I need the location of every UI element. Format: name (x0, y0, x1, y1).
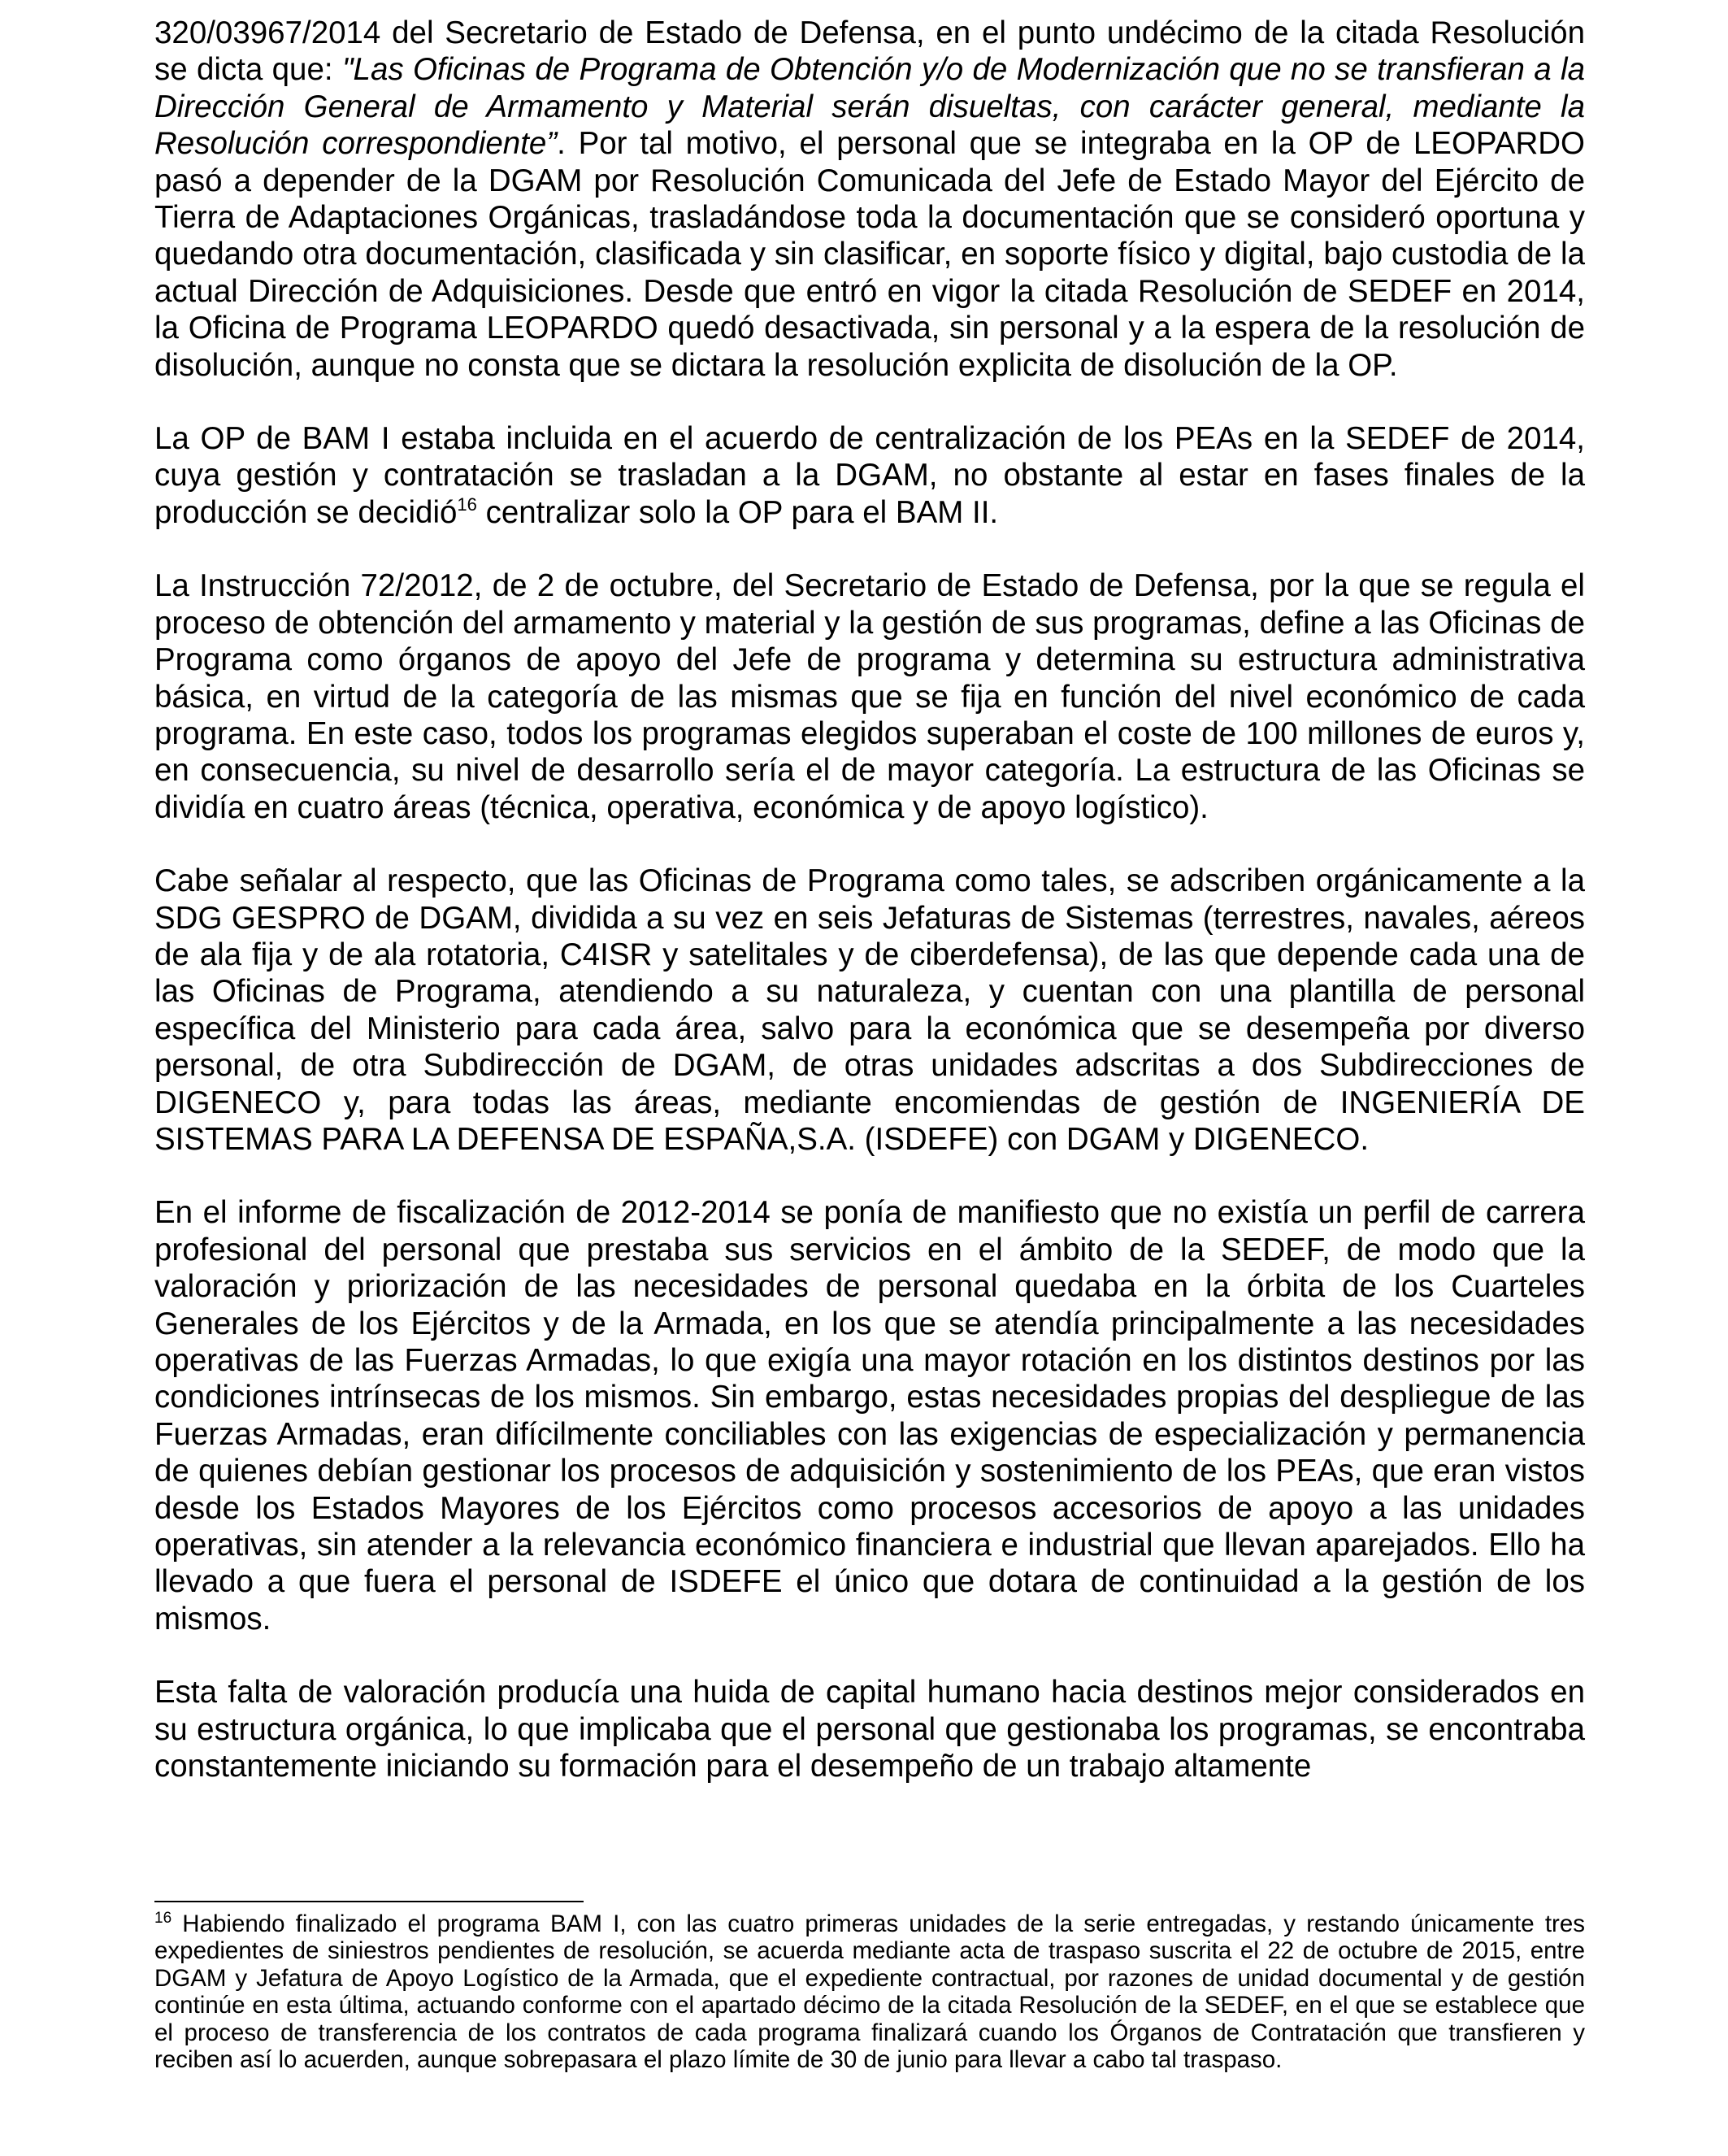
paragraph-text: Esta falta de valoración producía una huida de capital humano hacia destinos mejor considerados en su estructura orgánica, lo que implicaba que el personal que gestionaba los programas, se encontraba constantemente iniciando su formación para el desempeño de un trabajo altamente (154, 1675, 1585, 1784)
paragraph-informe-fiscalizacion (154, 1194, 1585, 1637)
paragraph-text: Cabe señalar al respecto, que las Oficinas de Programa como tales, se adscriben orgánicamente a la SDG GESPRO de DGAM, dividida a su vez en seis Jefaturas de Sistemas (terrestres, navales, aéreos de ala fija y de ala rotatoria, C4ISR y satelitales y de ciberdefensa), de las que depende cada una de las Oficinas de Programa, atendiendo a su naturaleza, y cuentan con una plantilla de personal específica del Ministerio para cada área, salvo para la económica que se desempeña por diverso personal, de otra Subdirección de DGAM, de otras unidades adscritas a dos Subdirecciones de DIGENECO y, para todas las áreas, mediante encomiendas de gestión de INGENIERÍA DE SISTEMAS PARA LA DEFENSA DE ESPAÑA,S.A. (ISDEFE) con DGAM y DIGENECO. (154, 863, 1585, 1157)
footnotes-section (154, 1910, 1585, 2073)
footnote-16 (154, 1910, 1585, 2073)
paragraph-instruccion-72-2012 (154, 567, 1585, 826)
paragraph-text: La OP de BAM I estaba incluida en el acuerdo de centralización de los PEAs en la SEDEF de 2014, cuya gestión y contratación se trasladan a la DGAM, no obstante al estar en fases finales de la producción se decidió (154, 421, 1585, 530)
footnote-text: Habiendo finalizado el programa BAM I, con las cuatro primeras unidades de la serie entregadas, y restando únicamente tres expedientes de siniestros pendientes de resolución, se acuerda mediante acta de traspaso suscrita el 22 de octubre de 2015, entre DGAM y Jefatura de Apoyo Logístico de la Armada, que el expediente contractual, por razones de unidad documental y de gestión continúe en esta última, actuando conforme con el apartado décimo de la citada Resolución de la SEDEF, en el que se establece que el proceso de transferencia de los contratos de cada programa finalizará cuando los Órganos de Contratación que transfieren y reciben así lo acuerden, aunque sobrepasara el plazo límite de 30 de junio para llevar a cabo tal traspaso. (154, 1910, 1585, 2074)
paragraph-oficinas-disolucion (154, 15, 1585, 384)
paragraph-text: En el informe de fiscalización de 2012-2014 se ponía de manifiesto que no existía un perfil de carrera profesional del personal que prestaba sus servicios en el ámbito de la SEDEF, de modo que la valoración y priorización de las necesidades de personal quedaba en la órbita de los Cuarteles Generales de los Ejércitos y de la Armada, en los que se atendía principalmente a las necesidades operativas de las Fuerzas Armadas, lo que exigía una mayor rotación en los distintos destinos por las condiciones intrínsecas de los mismos. Sin embargo, estas necesidades propias del despliegue de las Fuerzas Armadas, eran difícilmente conciliables con las exigencias de especialización y permanencia de quienes debían gestionar los procesos de adquisición y sostenimiento de los PEAs, que eran vistos desde los Estados Mayores de los Ejércitos como procesos accesorios de apoyo a las unidades operativas, sin atender a la relevancia económico financiera e industrial que llevan aparejados. Ello ha llevado a que fuera el personal de ISDEFE el único que dotara de continuidad a la gestión de los mismos. (154, 1195, 1585, 1637)
paragraph-text: La Instrucción 72/2012, de 2 de octubre, del Secretario de Estado de Defensa, por la que se regula el proceso de obtención del armamento y material y la gestión de sus programas, define a las Oficinas de Programa como órganos de apoyo del Jefe de programa y determina su estructura administrativa básica, en virtud de la categoría de las mismas que se fija en función del nivel económico de cada programa. En este caso, todos los programas elegidos superaban el coste de 100 millones de euros y, en consecuencia, su nivel de desarrollo sería el de mayor categoría. La estructura de las Oficinas se dividía en cuatro áreas (técnica, operativa, económica y de apoyo logístico). (154, 568, 1585, 825)
quoted-resolution-text: "Las Oficinas de Programa de Obtención y/o de Modernización que no se transfieran a la Dirección General de Armamento y Material serán disueltas, con carácter general, mediante la Resolución correspondiente” (154, 52, 1585, 162)
paragraph-falta-valoracion (154, 1674, 1585, 1784)
footnote-marker: 16 (154, 1910, 172, 1927)
paragraph-text: centralizar solo la OP para el BAM II. (476, 494, 999, 530)
paragraph-sdg-gespro (154, 863, 1585, 1158)
footnote-reference-16[interactable]: 16 (457, 493, 477, 515)
paragraph-op-bam (154, 420, 1585, 531)
paragraph-text: . Por tal motivo, el personal que se integraba en la OP de LEOPARDO pasó a depender de la DGAM por Resolución Comunicada del Jefe de Estado Mayor del Ejército de Tierra de Adaptaciones Orgánicas, trasladándose toda la documentación que se consideró oportuna y quedando otra documentación, clasificada y sin clasificar, en soporte físico y digital, bajo custodia de la actual Dirección de Adquisiciones. Desde que entró en vigor la citada Resolución de SEDEF en 2014, la Oficina de Programa LEOPARDO quedó desactivada, sin personal y a la espera de la resolución de disolución, aunque no consta que se dictara la resolución explicita de disolución de la OP. (154, 126, 1585, 383)
footnote-separator (154, 1901, 584, 1902)
paragraph-text: 320/03967/2014 del Secretario de Estado de Defensa, en el punto undécimo de la citada Resolución se dicta que: (154, 15, 1585, 88)
document-body (154, 15, 1585, 1784)
